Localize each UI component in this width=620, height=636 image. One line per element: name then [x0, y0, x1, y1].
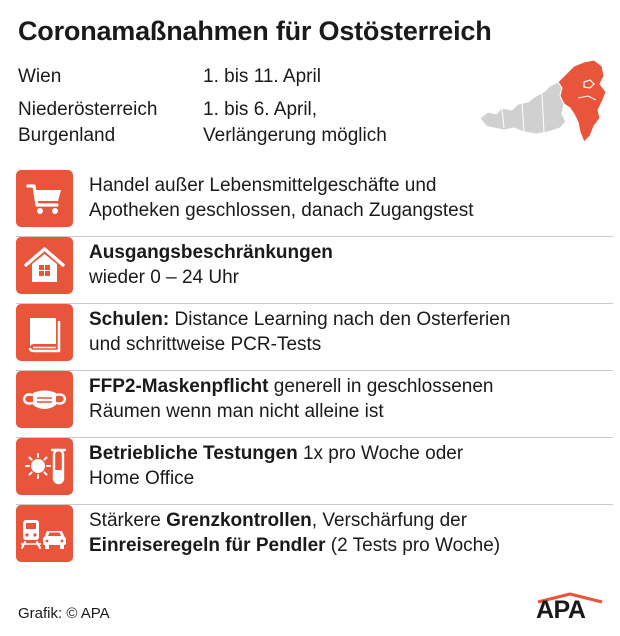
page-title: Coronamaßnahmen für Ostösterreich [18, 16, 492, 46]
measure-text-segment: Stärkere [89, 510, 167, 531]
measure-text-bold: Einreiseregeln für Pendler [89, 535, 326, 556]
measure-text-bold: Ausgangsbeschränkungen [89, 242, 333, 263]
measure-text-bold: FFP2-Maskenpflicht [89, 376, 269, 397]
measure-text-line [89, 533, 609, 558]
measure-text-segment: , Verschärfung der [311, 510, 468, 531]
austria-map [478, 52, 610, 144]
measure-text-bold: Grenzkontrollen [166, 510, 312, 531]
measure-text-segment: Distance Learning nach den Osterferien [169, 309, 511, 330]
measure-text-segment: wieder 0 – 24 Uhr [89, 267, 239, 288]
measure-text-line [89, 240, 609, 265]
apa-logo-text: APA [536, 596, 586, 624]
measure-text-segment: Handel außer Lebensmittelgeschäfte und [89, 175, 437, 196]
measure-text [89, 508, 609, 558]
measure-text-line [89, 265, 609, 290]
measure-text-line [89, 173, 609, 198]
region-dates-noe-bgld [203, 97, 387, 149]
virus-test-tube-icon [16, 438, 73, 495]
measure-text-segment: (2 Tests pro Woche) [325, 535, 501, 556]
shopping-cart-icon [16, 170, 73, 227]
measure-text-segment: Räumen wenn man nicht alleine ist [89, 401, 384, 422]
measure-text-line [89, 198, 609, 223]
measure-row-curfew [16, 236, 613, 304]
book-icon [16, 304, 73, 361]
region-dates-wien [203, 64, 321, 90]
house-icon [16, 237, 73, 294]
measure-text-line [89, 466, 609, 491]
measure-text-line [89, 307, 609, 332]
train-car-icon [16, 505, 73, 562]
measure-text-bold: Schulen: [89, 309, 170, 330]
measure-text-line [89, 441, 609, 466]
measure-text [89, 173, 609, 223]
region-name-noe-bgld [18, 97, 157, 149]
measure-row-border-controls [16, 504, 613, 571]
measure-text-segment: Home Office [89, 468, 195, 489]
measure-text-segment: 1x pro Woche oder [297, 443, 464, 464]
region-name-line: Burgenland [18, 125, 116, 146]
measure-text-line [89, 374, 609, 399]
face-mask-icon [16, 371, 73, 428]
region-date-line: Verlängerung möglich [203, 125, 387, 146]
measure-row-schools [16, 303, 613, 371]
measure-text-line [89, 508, 609, 533]
measure-text-segment: und schrittweise PCR-Tests [89, 334, 322, 355]
measure-row-ffp2 [16, 370, 613, 438]
measure-text-segment: Apotheken geschlossen, danach Zugangstest [89, 200, 474, 221]
region-date-line: 1. bis 6. April, [203, 99, 318, 120]
map-eastern-austria [558, 60, 606, 142]
region-date-line: 1. bis 11. April [203, 66, 321, 87]
region-name-wien [18, 64, 61, 90]
measure-text [89, 240, 609, 290]
measure-text-segment: generell in geschlossenen [268, 376, 494, 397]
measure-text [89, 441, 609, 491]
measure-text-line [89, 332, 609, 357]
measure-row-trade [16, 169, 613, 237]
measure-row-workplace-tests [16, 437, 613, 505]
measure-text [89, 374, 609, 424]
measure-text-bold: Betriebliche Testungen [89, 443, 298, 464]
credit: Grafik: © APA [18, 605, 110, 622]
measure-text-line [89, 399, 609, 424]
measure-text [89, 307, 609, 357]
map-western-austria [480, 82, 566, 134]
region-name-line: Wien [18, 66, 62, 87]
region-name-line: Niederösterreich [18, 99, 158, 120]
